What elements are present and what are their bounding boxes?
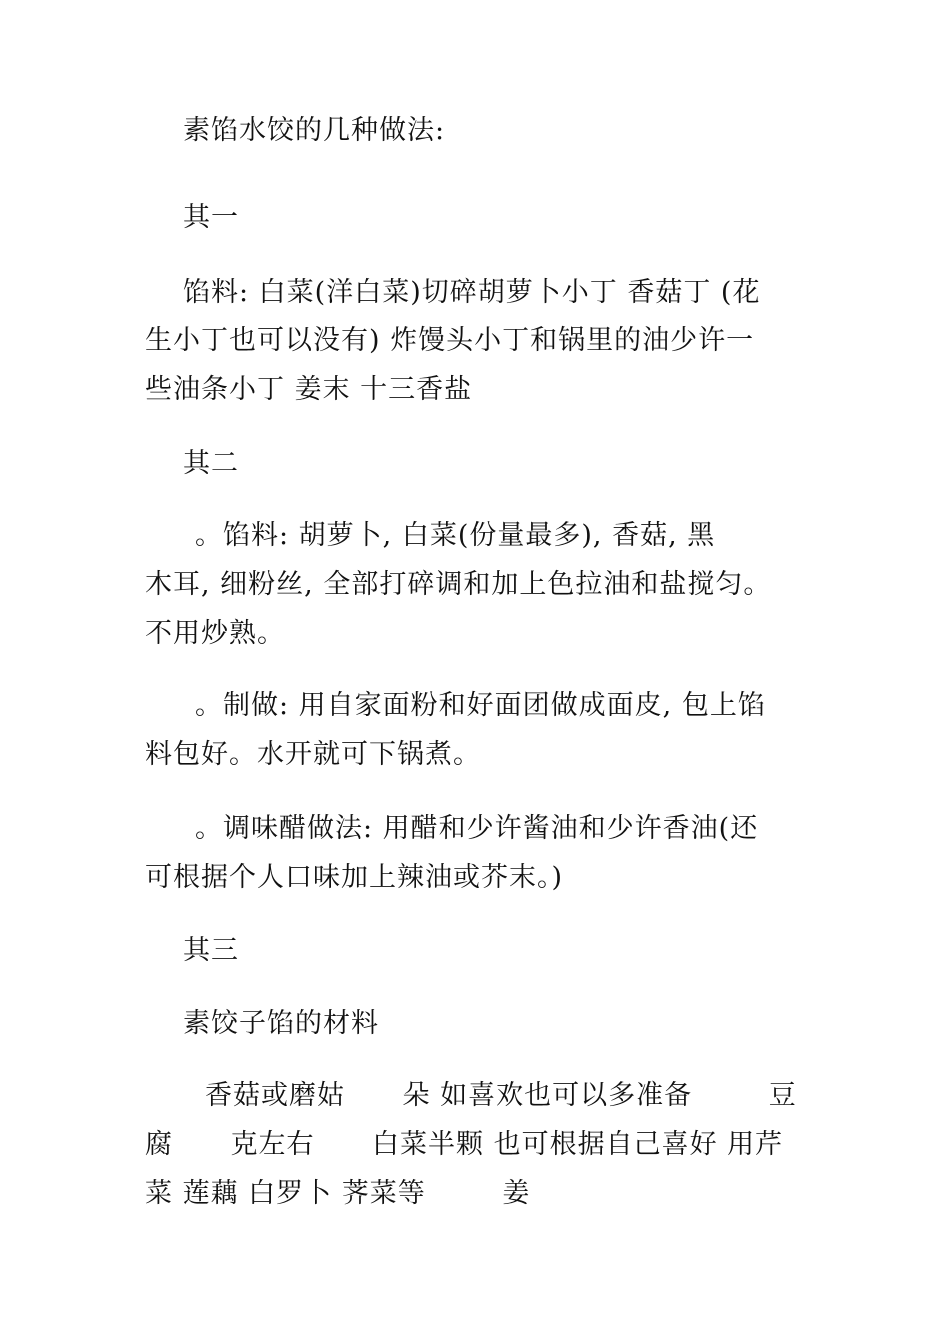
section-heading-2: 其二 — [183, 448, 239, 479]
section2-making-line: 。制做: 用自家面粉和好面团做成面皮, 包上馅 — [195, 690, 766, 721]
section1-para-line: 馅料: 白菜(洋白菜)切碎胡萝卜小丁 香菇丁 (花 — [183, 277, 761, 308]
section1-para-line: 生小丁也可以没有) 炸馒头小丁和锅里的油少许一 — [145, 325, 755, 356]
section-heading-1: 其一 — [183, 202, 239, 233]
section2-filling-line: 不用炒熟。 — [145, 618, 285, 649]
section-heading-3: 其三 — [183, 935, 239, 966]
section2-making-line: 料包好。水开就可下锅煮。 — [145, 739, 481, 770]
section3-material-line: 腐 克左右 白菜半颗 也可根据自己喜好 用芹 — [145, 1129, 784, 1160]
section3-subheading: 素饺子馅的材料 — [183, 1008, 379, 1039]
section2-filling-line: 。馅料: 胡萝卜, 白菜(份量最多), 香菇, 黑 — [195, 520, 716, 551]
section2-vinegar-line: 。调味醋做法: 用醋和少许酱油和少许香油(还 — [195, 813, 759, 844]
section2-vinegar-line: 可根据个人口味加上辣油或芥末。) — [145, 862, 564, 893]
section3-material-line: 菜 莲藕 白罗卜 荠菜等 姜 — [145, 1178, 531, 1209]
document-title: 素馅水饺的几种做法: — [183, 115, 446, 146]
section3-material-line: 香菇或磨姑 朵 如喜欢也可以多准备 豆 — [205, 1080, 797, 1111]
section2-filling-line: 木耳, 细粉丝, 全部打碎调和加上色拉油和盐搅匀。 — [145, 569, 772, 600]
section1-para-line: 些油条小丁 姜末 十三香盐 — [145, 374, 473, 405]
